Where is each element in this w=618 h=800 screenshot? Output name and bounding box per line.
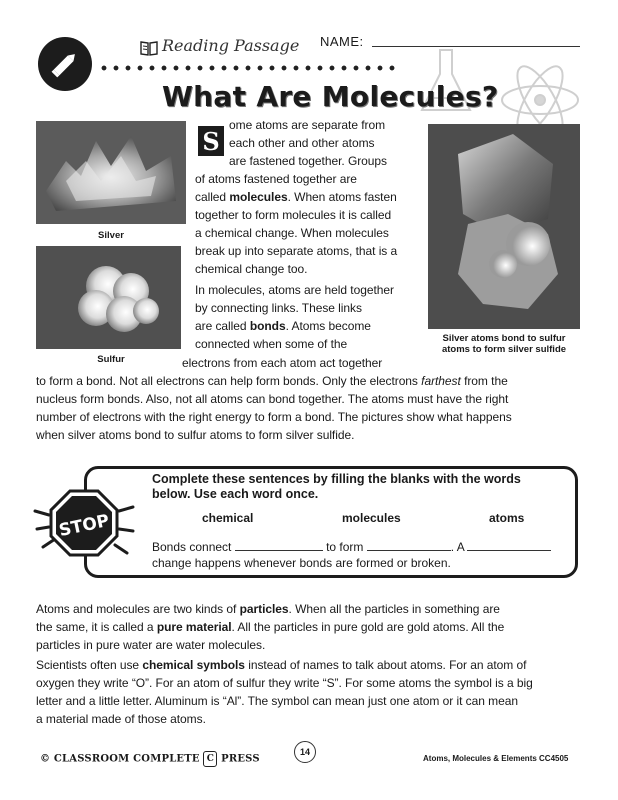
text-run: from the (460, 374, 508, 388)
passage-line: are fastened together. Groups (229, 154, 387, 168)
passage-line: letter and a little letter. Aluminum is “Al”. The symbol can mean just one atom or it can mean (36, 694, 518, 708)
passage-line: nucleus form bonds. Also, not all atoms can bond together. The atoms must have the right (36, 392, 509, 406)
text-run: to form a bond. Not all electrons can help form bonds. Only the electrons (36, 374, 422, 388)
passage-line: particles in pure water are water molecules. (36, 638, 266, 652)
fill-sentence: change happens whenever bonds are formed or broken. (152, 556, 451, 570)
passage-line: electrons from each atom act together (182, 356, 383, 370)
open-book-icon (140, 40, 158, 61)
activity-instruction: below. Use each word once. (152, 487, 319, 501)
svg-text:STOP: STOP (57, 510, 112, 542)
sulfur-caption: Sulfur (97, 354, 125, 365)
blank-2-input[interactable] (367, 538, 451, 551)
text-run: . All the particles in pure gold are gold atoms. All the (231, 620, 505, 634)
stop-sign-icon (33, 485, 135, 566)
text-run: instead of names to talk about atoms. For an atom of (244, 658, 527, 672)
bold-term: pure material (156, 620, 232, 634)
pencil-badge-icon (38, 37, 92, 91)
word-bank-item: molecules (342, 511, 401, 525)
bold-term: chemical symbols (142, 658, 245, 672)
passage-line: by connecting links. These links (195, 301, 362, 315)
passage-line: each other and other atoms (229, 136, 375, 150)
passage-line (36, 658, 526, 673)
passage-line: ome atoms are separate from (229, 118, 386, 132)
caption-line: Silver atoms bond to sulfur (442, 333, 566, 344)
passage-line: chemical change too. (195, 262, 308, 276)
sentence-part: Bonds connect (152, 540, 232, 554)
passage-line (36, 620, 504, 635)
bold-term: particles (239, 602, 289, 616)
bold-term: molecules (229, 190, 288, 204)
text-run: Scientists often use (36, 658, 143, 672)
press-text: PRESS (221, 753, 260, 765)
passage-line: when silver atoms bond to sulfur atoms to form silver sulfide. (36, 428, 355, 442)
passage-line: together to form molecules it is called (195, 208, 392, 222)
sentence-part: . A (450, 540, 465, 554)
page-title: What Are Molecules? (162, 80, 499, 113)
text-run: are called (195, 319, 250, 333)
silver-sulfide-caption (426, 333, 582, 355)
passage-line: In molecules, atoms are held together (195, 283, 394, 297)
bold-term: bonds (249, 319, 286, 333)
passage-line: a material made of those atoms. (36, 712, 206, 726)
drop-cap: S (198, 126, 224, 156)
dotted-divider (98, 64, 398, 72)
passage-line: number of electrons with the right energy to form a bond. The pictures show what happens (36, 410, 512, 424)
blank-1-input[interactable] (235, 538, 323, 551)
italic-term: farthest (421, 374, 461, 388)
caption-line: atoms to form silver sulfide (441, 344, 567, 355)
passage-line: a chemical change. When molecules (195, 226, 389, 240)
word-bank-item: atoms (489, 511, 525, 525)
silver-sulfide-photo (428, 124, 580, 329)
silver-photo (36, 121, 186, 224)
publisher-letter-icon: C (203, 751, 217, 767)
text-run: Atoms and molecules are two kinds of (36, 602, 240, 616)
sentence-part: to form (326, 540, 364, 554)
fill-sentence (152, 538, 551, 555)
passage-line: break up into separate atoms, that is a (195, 244, 398, 258)
passage-line: connected when some of the (195, 337, 348, 351)
text-run: . When all the particles in something are (288, 602, 500, 616)
text-run: . Atoms become (285, 319, 371, 333)
text-run: . When atoms fasten (287, 190, 397, 204)
publisher-logo (40, 751, 260, 767)
name-label: NAME: (320, 34, 364, 49)
section-label: Reading Passage (162, 36, 300, 55)
passage-line (36, 374, 508, 389)
activity-instruction: Complete these sentences by filling the blanks with the words (152, 472, 521, 486)
silver-caption: Silver (98, 230, 124, 241)
text-run: the same, it is called a (36, 620, 157, 634)
passage-line (195, 190, 397, 205)
copyright-text: © CLASSROOM COMPLETE (40, 753, 200, 765)
book-title: Atoms, Molecules & Elements CC4505 (423, 754, 569, 763)
text-run: called (195, 190, 230, 204)
passage-line (195, 319, 371, 334)
word-bank-item: chemical (202, 511, 254, 525)
passage-line (36, 602, 500, 617)
sulfur-photo (36, 246, 181, 349)
passage-line: of atoms fastened together are (195, 172, 357, 186)
page-number: 14 (294, 741, 316, 763)
passage-line: oxygen they write “O”. For an atom of sulfur they write “S”. For some atoms the symbol is a big (36, 676, 533, 690)
blank-3-input[interactable] (467, 538, 551, 551)
